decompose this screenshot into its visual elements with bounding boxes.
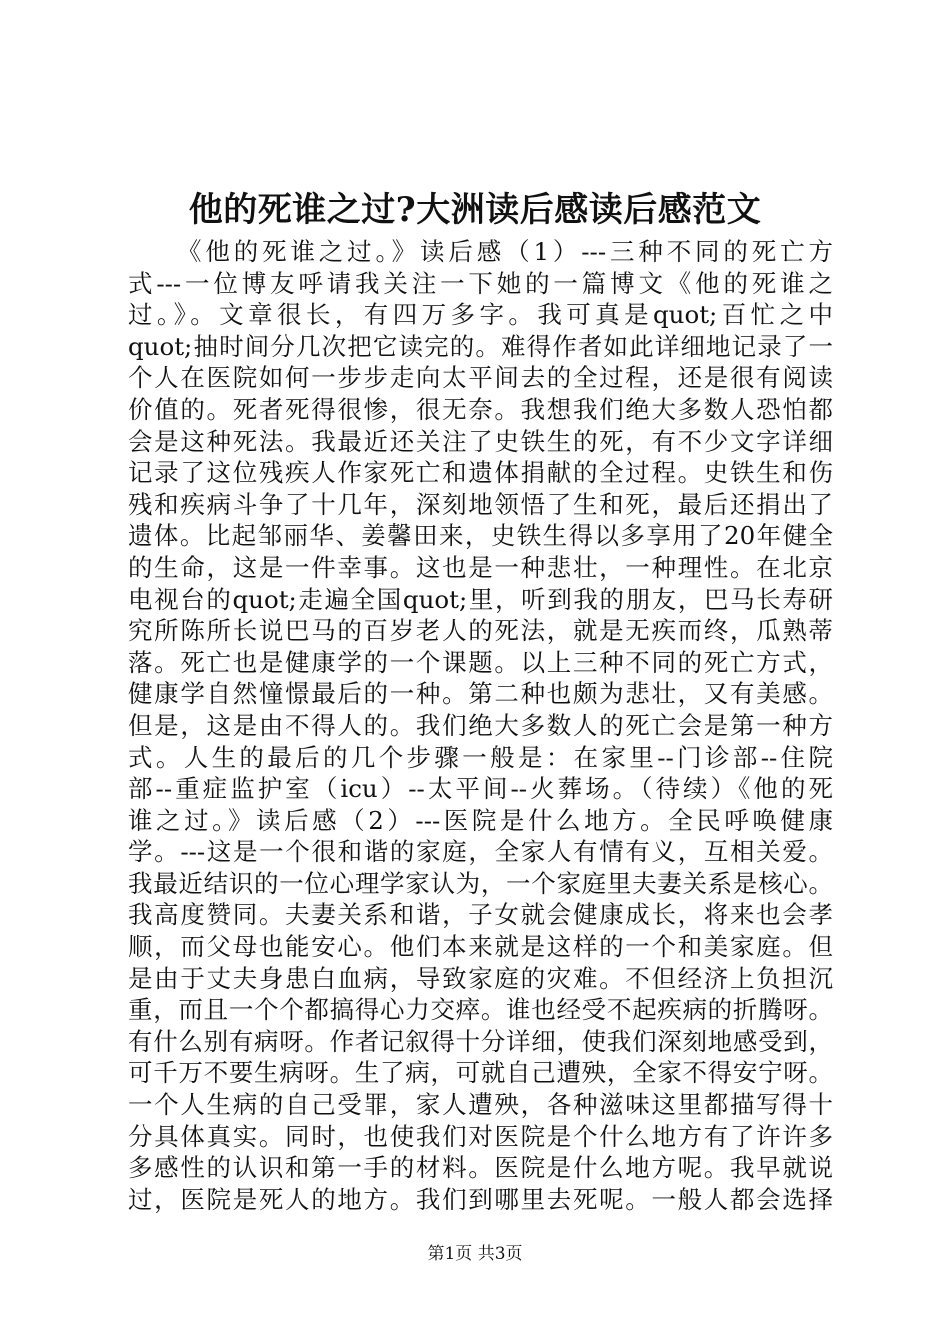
- body-line: quot;抽时间分几次把它读完的。难得作者如此详细地记录了一: [128, 331, 833, 361]
- body-line: 电视台的quot;走遍全国quot;里，听到我的朋友，巴马长寿研: [128, 584, 833, 614]
- page-footer: 第1页 共3页: [427, 1244, 523, 1264]
- body-line: 分具体真实。同时，也使我们对医院是个什么地方有了许许多: [128, 1121, 833, 1151]
- body-line: 残和疾病斗争了十几年，深刻地领悟了生和死，最后还捐出了: [128, 489, 833, 519]
- body-line: 我高度赞同。夫妻关系和谐，子女就会健康成长，将来也会孝: [128, 900, 833, 930]
- body-line: 落。死亡也是健康学的一个课题。以上三种不同的死亡方式，: [128, 647, 833, 677]
- body-line: 是由于丈夫身患白血病，导致家庭的灾难。不但经济上负担沉: [128, 963, 833, 993]
- body-line: 式。人生的最后的几个步骤一般是：在家里--门诊部--住院: [128, 742, 833, 772]
- body-line: 谁之过。》读后感（2）---医院是什么地方。全民呼唤健康: [128, 805, 833, 835]
- body-line: 会是这种死法。我最近还关注了史铁生的死，有不少文字详细: [128, 426, 833, 456]
- body-line: 记录了这位残疾人作家死亡和遗体捐献的全过程。史铁生和伤: [128, 458, 833, 488]
- body-line: 学。---这是一个很和谐的家庭，全家人有情有义，互相关爱。: [128, 837, 833, 867]
- body-line: 一个人生病的自己受罪，家人遭殃，各种滋味这里都描写得十: [128, 1090, 833, 1120]
- body-line: 价值的。死者死得很惨，很无奈。我想我们绝大多数人恐怕都: [128, 394, 833, 424]
- body-line: 过，医院是死人的地方。我们到哪里去死呢。一般人都会选择: [128, 1184, 833, 1214]
- body-line: 我最近结识的一位心理学家认为，一个家庭里夫妻关系是核心。: [128, 868, 833, 898]
- body-line: 遗体。比起邹丽华、姜馨田来，史铁生得以多享用了20年健全: [128, 521, 833, 551]
- body-line: 有什么别有病呀。作者记叙得十分详细，使我们深刻地感受到，: [128, 1026, 833, 1056]
- body-line: 部--重症监护室（icu）--太平间--火葬场。（待续）《他的死: [128, 774, 833, 804]
- body-line: 个人在医院如何一步步走向太平间去的全过程，还是很有阅读: [128, 363, 833, 393]
- body-line: 的生命，这是一件幸事。这也是一种悲壮，一种理性。在北京: [128, 552, 833, 582]
- body-line: 《他的死谁之过。》读后感（1）---三种不同的死亡方: [177, 237, 833, 266]
- body-line: 但是，这是由不得人的。我们绝大多数人的死亡会是第一种方: [128, 710, 833, 740]
- body-line: 过。》。文章很长，有四万多字。我可真是quot;百忙之中: [128, 300, 833, 330]
- body-line: 顺，而父母也能安心。他们本来就是这样的一个和美家庭。但: [128, 932, 833, 962]
- body-line: 式---一位博友呼请我关注一下她的一篇博文《他的死谁之: [128, 268, 833, 298]
- body-line: 重，而且一个个都搞得心力交瘁。谁也经受不起疾病的折腾呀。: [128, 995, 833, 1025]
- body-line: 多感性的认识和第一手的材料。医院是什么地方呢。我早就说: [128, 1153, 833, 1183]
- body-line: 健康学自然憧憬最后的一种。第二种也颇为悲壮，又有美感。: [128, 679, 833, 709]
- document-body: [128, 236, 833, 1215]
- document-title: 他的死谁之过?大洲读后感读后感范文: [188, 190, 762, 230]
- body-line: 究所陈所长说巴马的百岁老人的死法，就是无疾而终，瓜熟蒂: [128, 616, 833, 646]
- body-line: 可千万不要生病呀。生了病，可就自己遭殃，全家不得安宁呀。: [128, 1058, 833, 1088]
